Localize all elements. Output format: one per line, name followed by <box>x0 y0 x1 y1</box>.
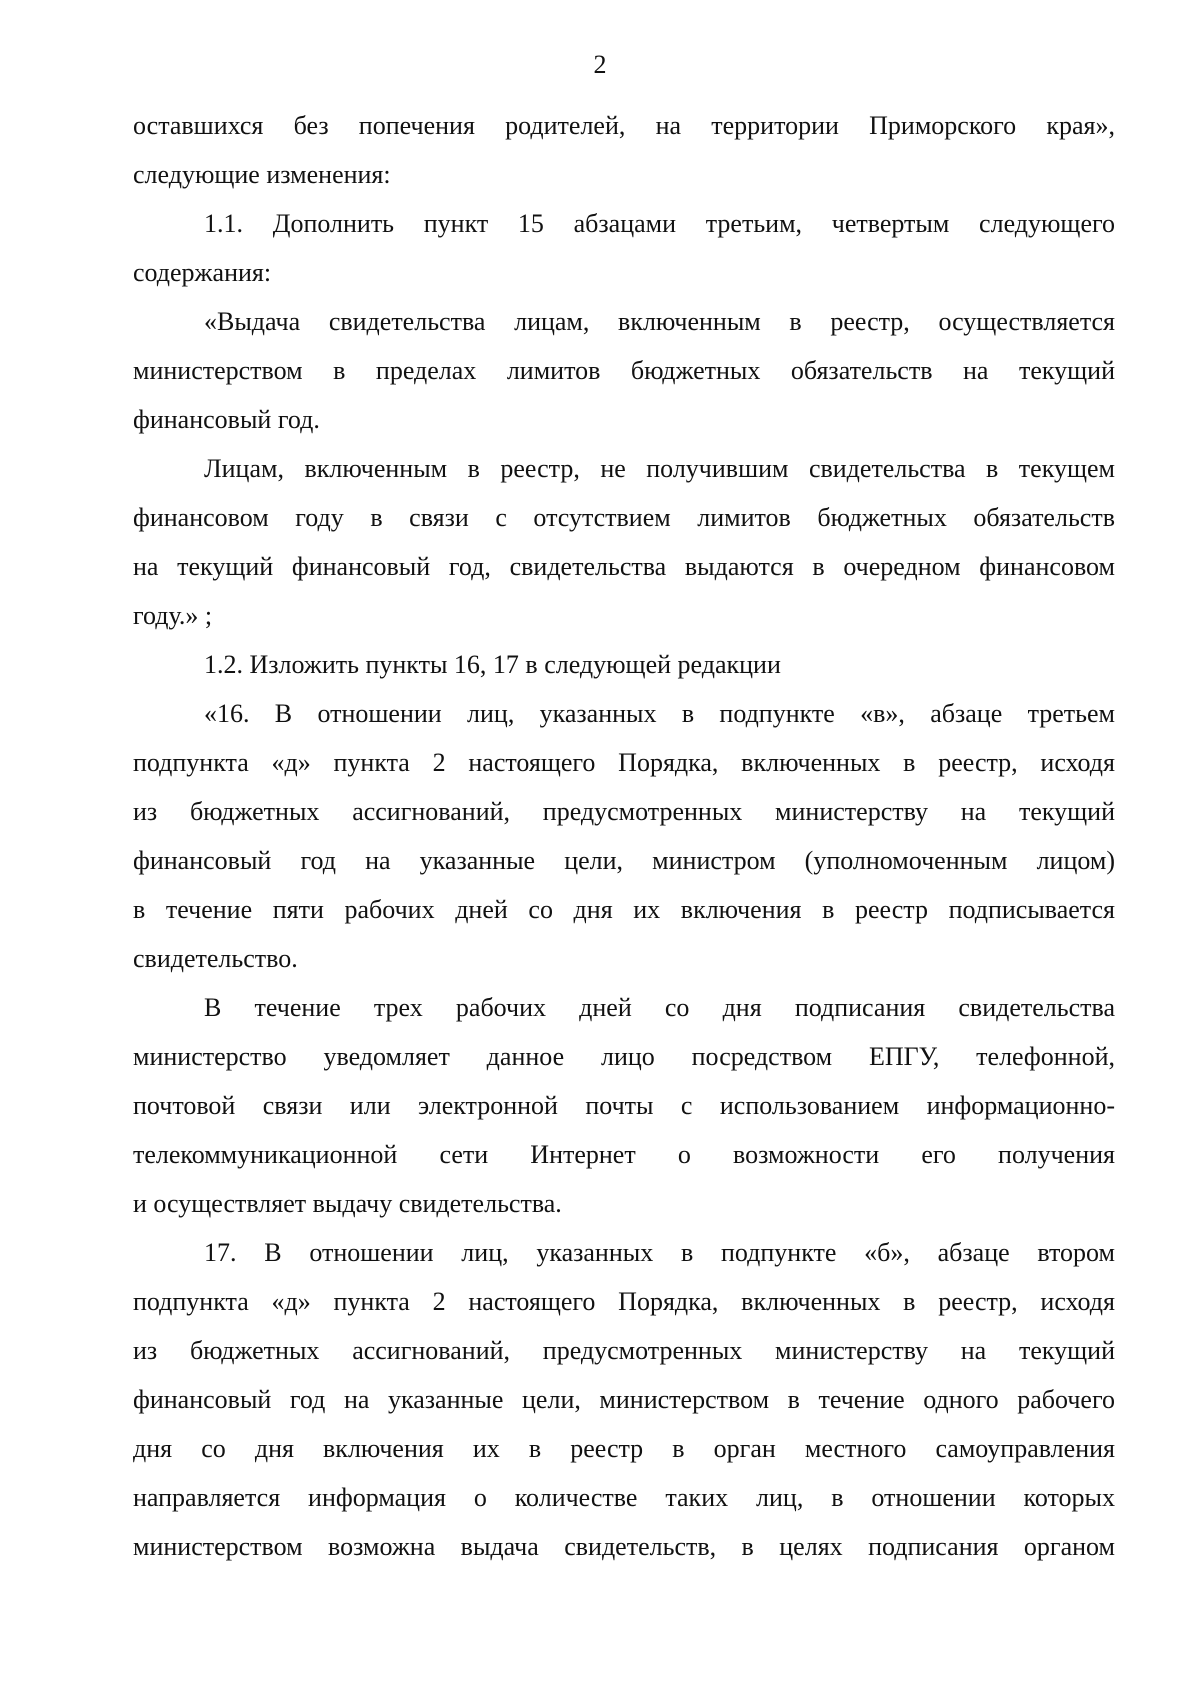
text-line: финансовом году в связи с отсутствием лимитов бюджетных обязательств <box>133 503 1115 532</box>
text-line: дня со дня включения их в реестр в орган местного самоуправления <box>133 1434 1115 1463</box>
text-line: содержания: <box>133 258 272 287</box>
text-line: министерство уведомляет данное лицо посредством ЕПГУ, телефонной, <box>133 1042 1115 1071</box>
document-body <box>133 101 1115 1571</box>
text-line: свидетельство. <box>133 944 298 973</box>
text-line: 17. В отношении лиц, указанных в подпункте «б», абзаце втором <box>204 1238 1115 1267</box>
text-line: телекоммуникационной сети Интернет о возможности его получения <box>133 1140 1115 1169</box>
text-line: министерством возможна выдача свидетельств, в целях подписания органом <box>133 1532 1115 1561</box>
text-line: 1.1. Дополнить пункт 15 абзацами третьим, четвертым следующего <box>204 209 1115 238</box>
text-line: следующие изменения: <box>133 160 391 189</box>
text-line: направляется информация о количестве таких лиц, в отношении которых <box>133 1483 1115 1512</box>
text-line: В течение трех рабочих дней со дня подписания свидетельства <box>204 993 1115 1022</box>
text-line: Лицам, включенным в реестр, не получившим свидетельства в текущем <box>204 454 1115 483</box>
text-line: «Выдача свидетельства лицам, включенным в реестр, осуществляется <box>204 307 1115 336</box>
text-line: «16. В отношении лиц, указанных в подпункте «в», абзаце третьем <box>204 699 1115 728</box>
text-line: из бюджетных ассигнований, предусмотренных министерству на текущий <box>133 1336 1115 1365</box>
text-line: подпункта «д» пункта 2 настоящего Порядка, включенных в реестр, исходя <box>133 1287 1115 1316</box>
text-line: финансовый год. <box>133 405 320 434</box>
text-line: министерством в пределах лимитов бюджетных обязательств на текущий <box>133 356 1115 385</box>
text-line: подпункта «д» пункта 2 настоящего Порядка, включенных в реестр, исходя <box>133 748 1115 777</box>
page-number: 2 <box>593 50 607 79</box>
text-line: из бюджетных ассигнований, предусмотренных министерству на текущий <box>133 797 1115 826</box>
text-line: 1.2. Изложить пункты 16, 17 в следующей редакции <box>204 650 781 679</box>
text-line: финансовый год на указанные цели, министерством в течение одного рабочего <box>133 1385 1115 1414</box>
text-line: на текущий финансовый год, свидетельства выдаются в очередном финансовом <box>133 552 1115 581</box>
text-line: в течение пяти рабочих дней со дня их включения в реестр подписывается <box>133 895 1115 924</box>
text-line: почтовой связи или электронной почты с использованием информационно- <box>133 1091 1115 1120</box>
text-line: году.» ; <box>133 601 213 630</box>
text-line: оставшихся без попечения родителей, на территории Приморского края», <box>133 111 1115 140</box>
text-line: и осуществляет выдачу свидетельства. <box>133 1189 562 1218</box>
text-line: финансовый год на указанные цели, министром (уполномоченным лицом) <box>133 846 1115 875</box>
